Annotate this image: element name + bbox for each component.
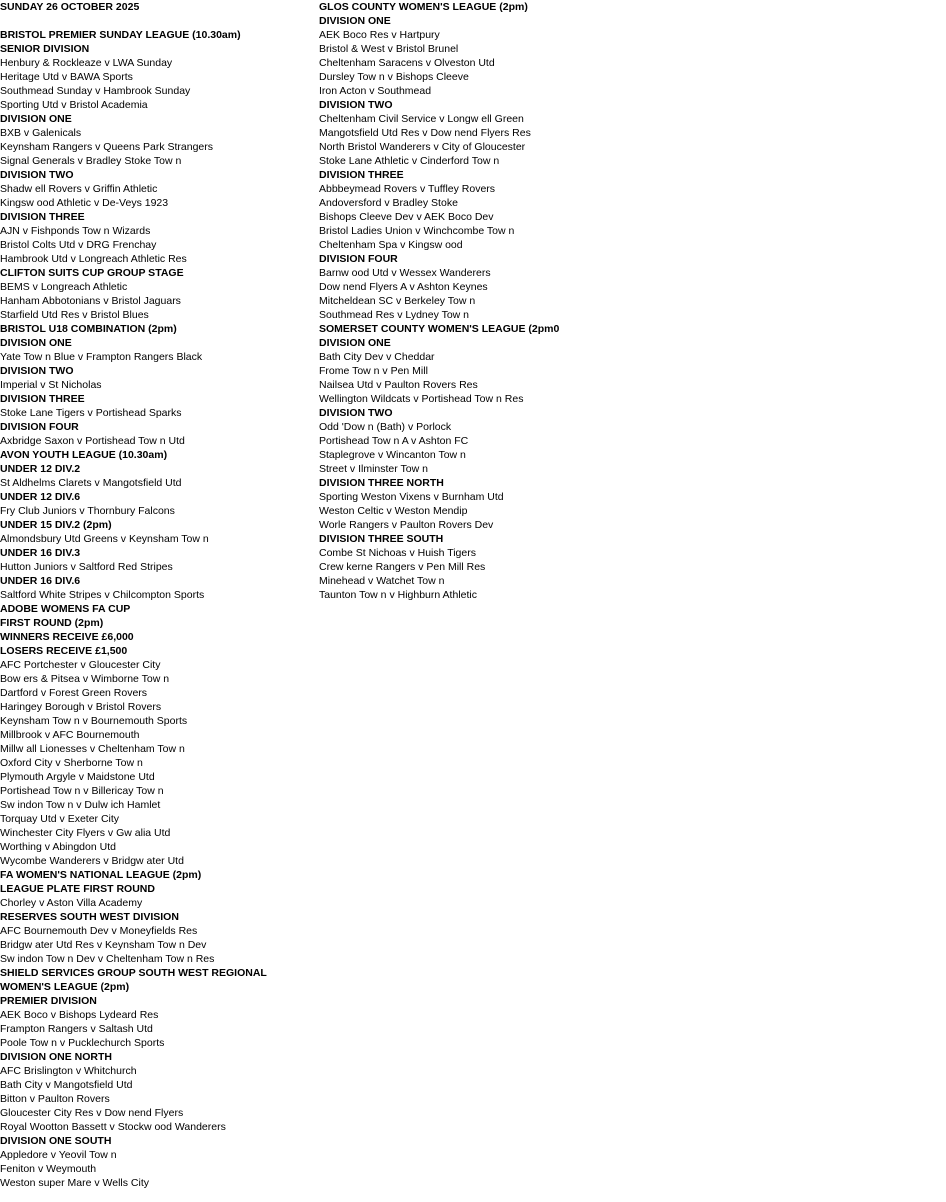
fixtures-column-right	[319, 0, 639, 602]
fixture-line: AEK Boco v Bishops Lydeard Res	[0, 1009, 159, 1021]
section-heading: UNDER 15 DIV.2 (2pm)	[0, 519, 112, 531]
section-heading: DIVISION FOUR	[0, 421, 79, 433]
fixture-line: Sporting Utd v Bristol Academia	[0, 99, 148, 111]
fixture-line: Mitcheldean SC v Berkeley Tow n	[319, 295, 476, 307]
fixture-line: Worle Rangers v Paulton Rovers Dev	[319, 519, 494, 531]
section-heading: SENIOR DIVISION	[0, 43, 90, 55]
fixture-line: Cheltenham Civil Service v Longw ell Green	[319, 113, 524, 125]
section-heading: RESERVES SOUTH WEST DIVISION	[0, 911, 179, 923]
section-heading: DIVISION FOUR	[319, 253, 398, 265]
section-heading: SOMERSET COUNTY WOMEN'S LEAGUE (2pm0	[319, 323, 560, 335]
section-heading: UNDER 16 DIV.3	[0, 547, 81, 559]
fixture-line: Keynsham Tow n v Bournemouth Sports	[0, 715, 188, 727]
fixture-line: Bristol Colts Utd v DRG Frenchay	[0, 239, 157, 251]
fixture-line: Bitton v Paulton Rovers	[0, 1093, 110, 1105]
fixture-line: AEK Boco Res v Hartpury	[319, 29, 440, 41]
fixture-line: Fry Club Juniors v Thornbury Falcons	[0, 505, 175, 517]
fixture-line: Royal Wootton Bassett v Stockw ood Wanderers	[0, 1121, 226, 1133]
fixture-line: Bath City Dev v Cheddar	[319, 351, 435, 363]
section-heading: UNDER 12 DIV.6	[0, 491, 81, 503]
fixture-line: Cheltenham Spa v Kingsw ood	[319, 239, 463, 251]
fixture-line: Mangotsfield Utd Res v Dow nend Flyers Res	[319, 127, 531, 139]
fixture-line: Sw indon Tow n v Dulw ich Hamlet	[0, 799, 161, 811]
fixture-line: BEMS v Longreach Athletic	[0, 281, 128, 293]
section-heading: ADOBE WOMENS FA CUP	[0, 603, 131, 615]
fixture-line: Stoke Lane Tigers v Portishead Sparks	[0, 407, 182, 419]
section-heading: DIVISION THREE	[319, 169, 404, 181]
fixture-line: Yate Tow n Blue v Frampton Rangers Black	[0, 351, 203, 363]
fixture-line: Barnw ood Utd v Wessex Wanderers	[319, 267, 491, 279]
fixture-line: Southmead Res v Lydney Tow n	[319, 309, 470, 321]
fixture-line: Bridgw ater Utd Res v Keynsham Tow n Dev	[0, 939, 207, 951]
fixture-line: Wellington Wildcats v Portishead Tow n Res	[319, 393, 524, 405]
fixture-line: Starfield Utd Res v Bristol Blues	[0, 309, 149, 321]
fixture-line: Bristol Ladies Union v Winchcombe Tow n	[319, 225, 515, 237]
section-heading: DIVISION ONE	[319, 15, 391, 27]
fixture-line: Heritage Utd v BAWA Sports	[0, 71, 133, 83]
fixture-line: Andoversford v Bradley Stoke	[319, 197, 458, 209]
fixture-line: BXB v Galenicals	[0, 127, 82, 139]
section-heading: LOSERS RECEIVE £1,500	[0, 645, 128, 657]
fixture-line: Abbbeymead Rovers v Tuffley Rovers	[319, 183, 496, 195]
fixture-line: Nailsea Utd v Paulton Rovers Res	[319, 379, 478, 391]
section-heading: DIVISION ONE	[319, 337, 391, 349]
section-heading: DIVISION TWO	[319, 99, 393, 111]
section-heading: DIVISION THREE	[0, 393, 85, 405]
fixture-line: Worthing v Abingdon Utd	[0, 841, 116, 853]
fixture-line: Dartford v Forest Green Rovers	[0, 687, 148, 699]
fixture-line: Portishead Tow n A v Ashton FC	[319, 435, 469, 447]
section-heading: CLIFTON SUITS CUP GROUP STAGE	[0, 267, 184, 279]
fixture-line: Portishead Tow n v Billericay Tow n	[0, 785, 164, 797]
fixture-line: Weston super Mare v Wells City	[0, 1177, 149, 1189]
fixture-line: Southmead Sunday v Hambrook Sunday	[0, 85, 191, 97]
section-heading: UNDER 16 DIV.6	[0, 575, 81, 587]
fixture-line: Combe St Nichoas v Huish Tigers	[319, 547, 476, 559]
fixtures-column-left	[0, 0, 310, 1190]
fixture-line: Henbury & Rockleaze v LWA Sunday	[0, 57, 173, 69]
fixture-line: Sporting Weston Vixens v Burnham Utd	[319, 491, 504, 503]
fixture-line: Winchester City Flyers v Gw alia Utd	[0, 827, 171, 839]
fixture-line: Shadw ell Rovers v Griffin Athletic	[0, 183, 158, 195]
fixture-line: Weston Celtic v Weston Mendip	[319, 505, 468, 517]
fixture-line: AFC Brislington v Whitchurch	[0, 1065, 137, 1077]
fixture-line: AJN v Fishponds Tow n Wizards	[0, 225, 151, 237]
fixture-line: Oxford City v Sherborne Tow n	[0, 757, 143, 769]
fixture-line: Stoke Lane Athletic v Cinderford Tow n	[319, 155, 500, 167]
fixture-line: Street v Ilminster Tow n	[319, 463, 428, 475]
section-heading: GLOS COUNTY WOMEN'S LEAGUE (2pm)	[319, 1, 528, 13]
section-heading: LEAGUE PLATE FIRST ROUND	[0, 883, 155, 895]
fixture-line: Sw indon Tow n Dev v Cheltenham Tow n Res	[0, 953, 215, 965]
fixture-line: Hutton Juniors v Saltford Red Stripes	[0, 561, 173, 573]
section-heading: FIRST ROUND (2pm)	[0, 617, 104, 629]
fixture-line: Bath City v Mangotsfield Utd	[0, 1079, 133, 1091]
section-heading: DIVISION TWO	[319, 407, 393, 419]
section-heading: DIVISION ONE NORTH	[0, 1051, 113, 1063]
section-heading: AVON YOUTH LEAGUE (10.30am)	[0, 449, 168, 461]
fixture-line: Millw all Lionesses v Cheltenham Tow n	[0, 743, 185, 755]
fixture-line: North Bristol Wanderers v City of Gloucester	[319, 141, 526, 153]
fixture-line: Minehead v Watchet Tow n	[319, 575, 445, 587]
fixture-line: Torquay Utd v Exeter City	[0, 813, 120, 825]
fixture-line: Bristol & West v Bristol Brunel	[319, 43, 459, 55]
section-heading: DIVISION ONE	[0, 113, 72, 125]
fixture-line: Almondsbury Utd Greens v Keynsham Tow n	[0, 533, 209, 545]
fixture-line: Gloucester City Res v Dow nend Flyers	[0, 1107, 184, 1119]
blank-line	[0, 14, 310, 28]
fixture-line: Iron Acton v Southmead	[319, 85, 432, 97]
fixture-line: Taunton Tow n v Highburn Athletic	[319, 589, 477, 601]
fixture-line: Wycombe Wanderers v Bridgw ater Utd	[0, 855, 184, 867]
fixture-line: Appledore v Yeovil Tow n	[0, 1149, 117, 1161]
fixture-line: Hanham Abbotonians v Bristol Jaguars	[0, 295, 181, 307]
section-heading: BRISTOL U18 COMBINATION (2pm)	[0, 323, 177, 335]
section-heading: UNDER 12 DIV.2	[0, 463, 81, 475]
fixture-line: Axbridge Saxon v Portishead Tow n Utd	[0, 435, 185, 447]
fixture-line: Kingsw ood Athletic v De-Veys 1923	[0, 197, 169, 209]
fixture-line: Frome Tow n v Pen Mill	[319, 365, 428, 377]
section-heading: PREMIER DIVISION	[0, 995, 97, 1007]
fixture-line: Saltford White Stripes v Chilcompton Sports	[0, 589, 205, 601]
fixture-line: Bow ers & Pitsea v Wimborne Tow n	[0, 673, 170, 685]
fixture-line: Staplegrove v Wincanton Tow n	[319, 449, 466, 461]
fixture-line: Frampton Rangers v Saltash Utd	[0, 1023, 153, 1035]
fixture-line: Feniton v Weymouth	[0, 1163, 97, 1175]
fixture-line: Bishops Cleeve Dev v AEK Boco Dev	[319, 211, 494, 223]
fixture-line: Cheltenham Saracens v Olveston Utd	[319, 57, 495, 69]
fixture-line: Dow nend Flyers A v Ashton Keynes	[319, 281, 488, 293]
section-heading: DIVISION TWO	[0, 365, 74, 377]
section-heading: SHIELD SERVICES GROUP SOUTH WEST REGIONAL	[0, 967, 267, 979]
fixture-line: Imperial v St Nicholas	[0, 379, 102, 391]
section-heading: DIVISION THREE SOUTH	[319, 533, 444, 545]
fixture-line: Poole Tow n v Pucklechurch Sports	[0, 1037, 165, 1049]
section-heading: WINNERS RECEIVE £6,000	[0, 631, 134, 643]
fixture-line: AFC Bournemouth Dev v Moneyfields Res	[0, 925, 198, 937]
fixture-line: Hambrook Utd v Longreach Athletic Res	[0, 253, 187, 265]
fixture-line: Haringey Borough v Bristol Rovers	[0, 701, 162, 713]
section-heading: SUNDAY 26 OCTOBER 2025	[0, 1, 140, 13]
fixture-line: Plymouth Argyle v Maidstone Utd	[0, 771, 155, 783]
section-heading: DIVISION ONE	[0, 337, 72, 349]
section-heading: DIVISION ONE SOUTH	[0, 1135, 112, 1147]
fixture-line: Millbrook v AFC Bournemouth	[0, 729, 140, 741]
fixture-line: AFC Portchester v Gloucester City	[0, 659, 161, 671]
section-heading: WOMEN'S LEAGUE (2pm)	[0, 981, 130, 993]
fixture-line: Dursley Tow n v Bishops Cleeve	[319, 71, 469, 83]
section-heading: DIVISION THREE	[0, 211, 85, 223]
section-heading: FA WOMEN'S NATIONAL LEAGUE (2pm)	[0, 869, 202, 881]
fixture-line: St Aldhelms Clarets v Mangotsfield Utd	[0, 477, 182, 489]
fixture-line: Signal Generals v Bradley Stoke Tow n	[0, 155, 182, 167]
section-heading: DIVISION THREE NORTH	[319, 477, 444, 489]
fixture-line: Chorley v Aston Villa Academy	[0, 897, 143, 909]
section-heading: BRISTOL PREMIER SUNDAY LEAGUE (10.30am)	[0, 29, 241, 41]
fixture-line: Crew kerne Rangers v Pen Mill Res	[319, 561, 486, 573]
fixture-line: Odd 'Dow n (Bath) v Porlock	[319, 421, 452, 433]
fixture-line: Keynsham Rangers v Queens Park Strangers	[0, 141, 214, 153]
section-heading: DIVISION TWO	[0, 169, 74, 181]
